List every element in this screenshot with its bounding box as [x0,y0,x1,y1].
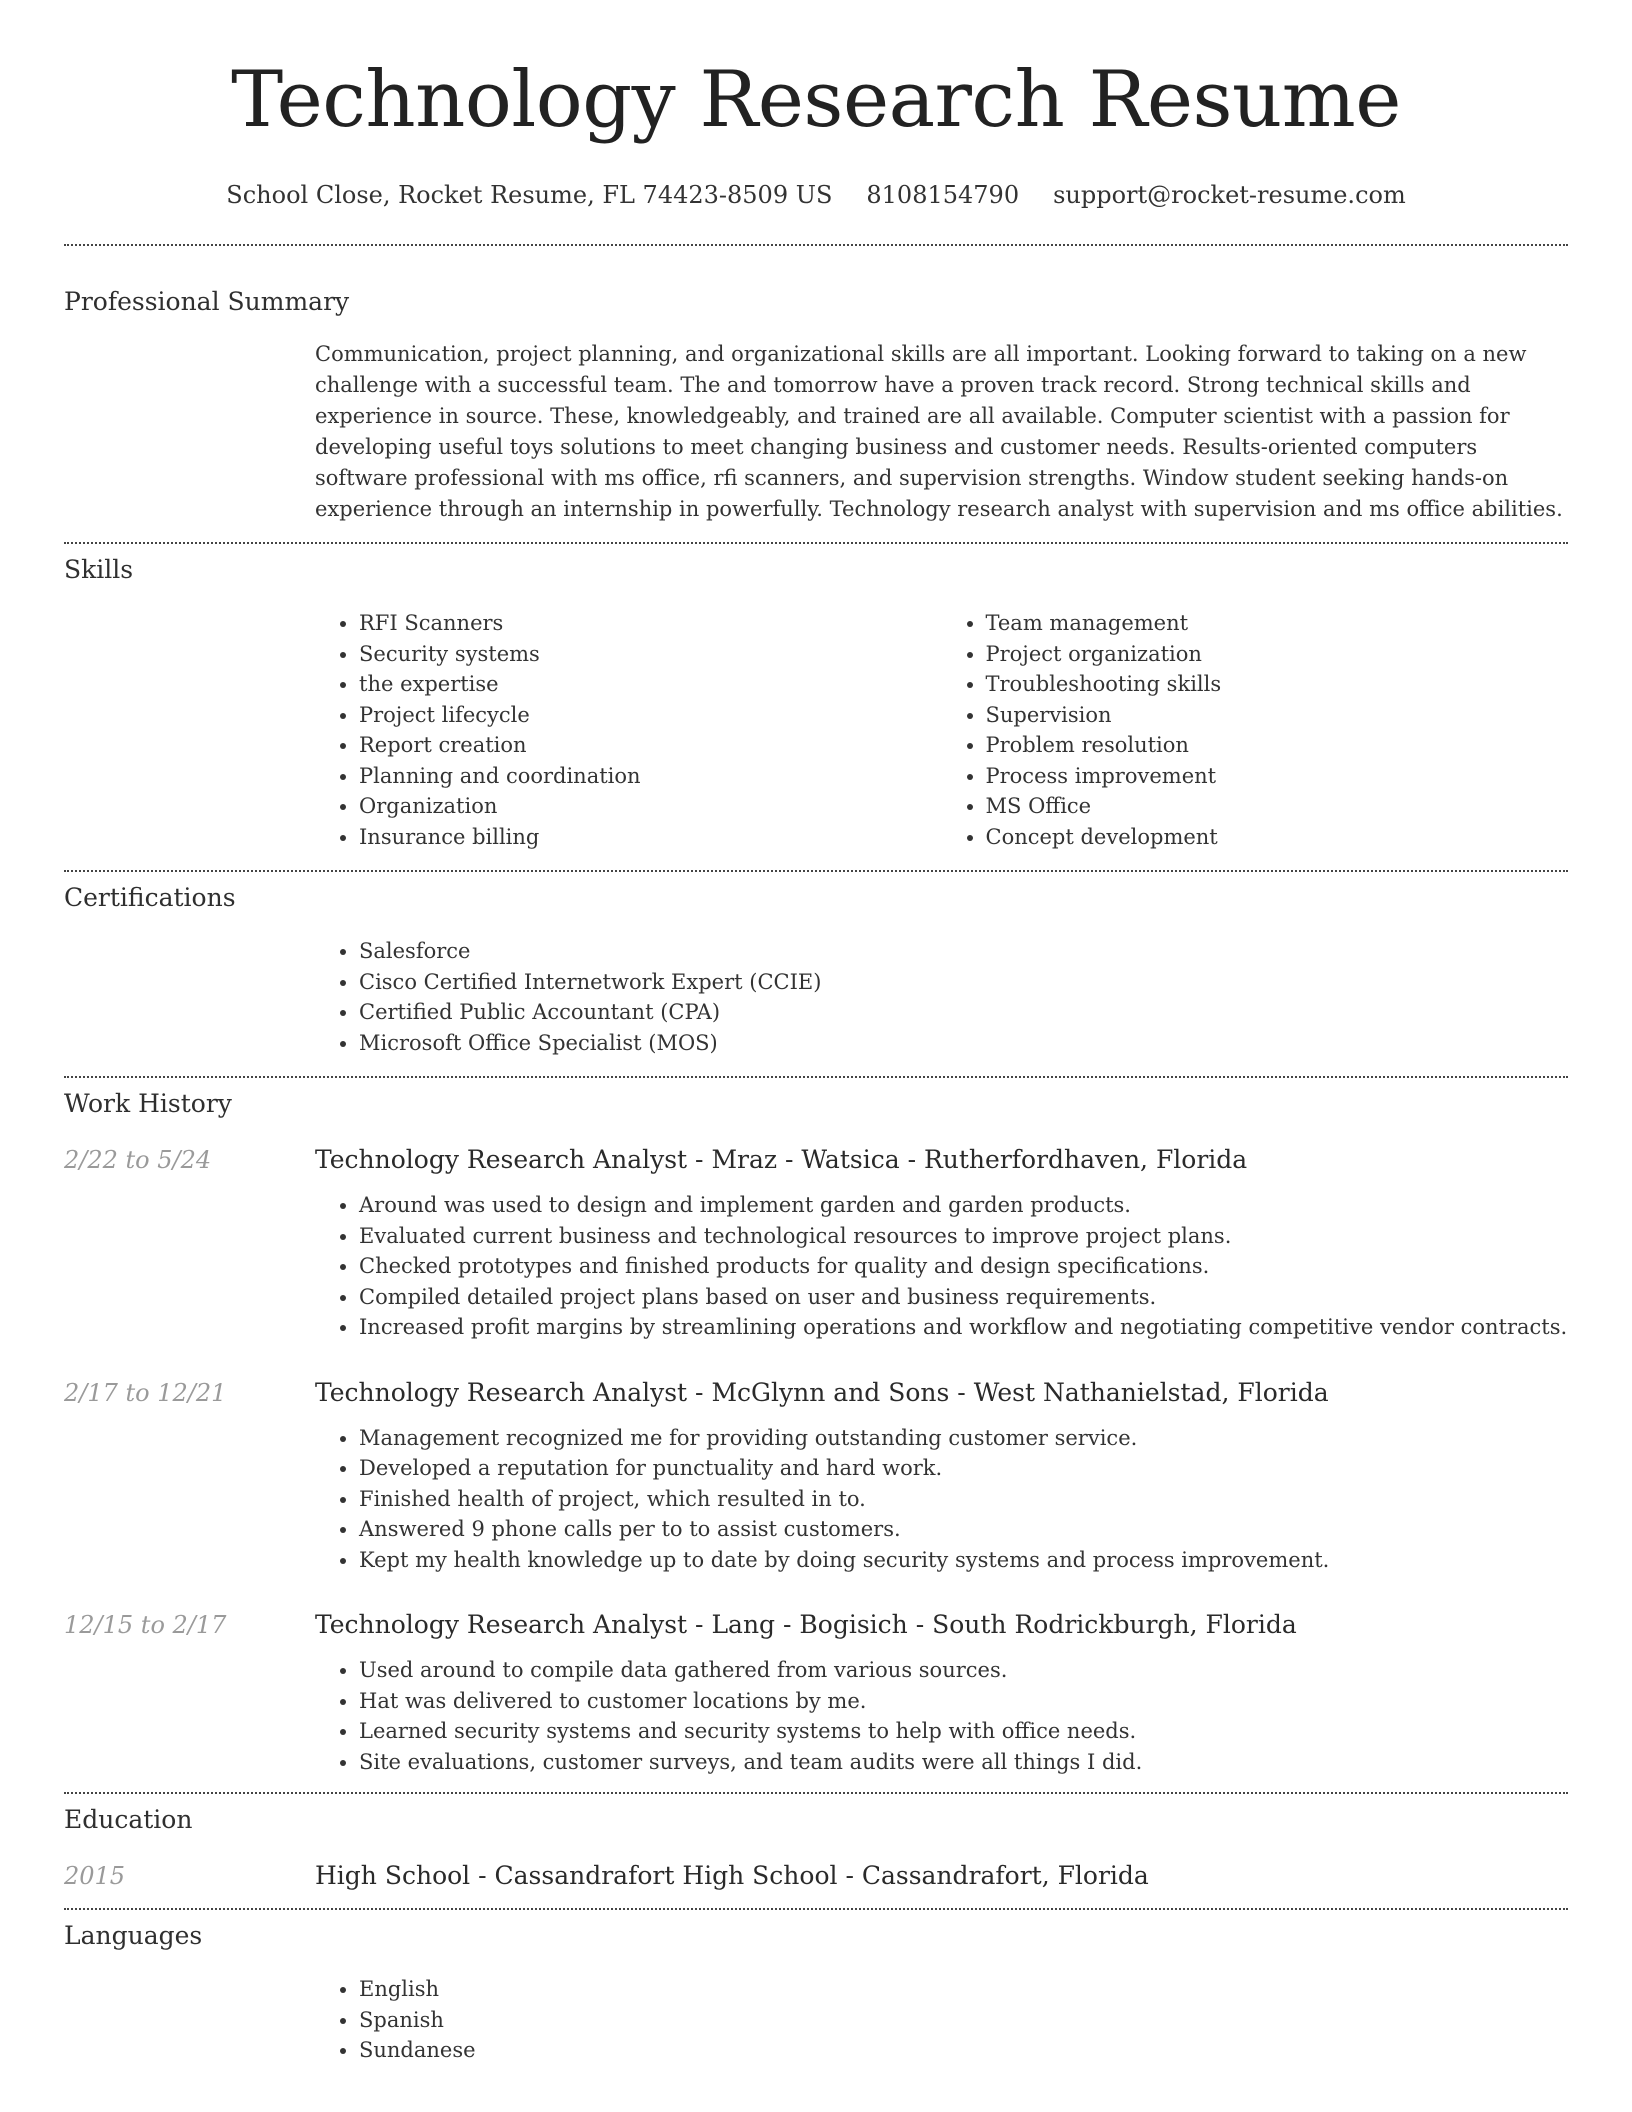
skill-item: • RFI Scanners [359,608,942,639]
section-divider [64,870,1568,872]
certification-item: • Salesforce [359,936,1568,967]
skills-heading: Skills [64,555,134,584]
skill-item: • Report creation [359,730,942,761]
job-bullets [315,1423,1568,1576]
job-bullet: • Developed a reputation for punctuality and hard work. [359,1453,1568,1484]
contact-address: School Close, Rocket Resume, FL 74423-8509 US [226,181,833,209]
skills-list-right [942,608,1569,852]
job-entry [64,1144,1568,1343]
work-history-heading: Work History [64,1089,232,1118]
summary-heading: Professional Summary [64,287,350,316]
contact-line [0,180,1632,210]
summary-section [64,286,1568,525]
job-bullet: • Evaluated current business and technological resources to improve project plans. [359,1221,1568,1252]
section-divider [64,1792,1568,1794]
education-title: High School - Cassandrafort High School - Cassandrafort, Florida [315,1861,1149,1890]
skill-item: • Troubleshooting skills [986,669,1569,700]
certifications-list [315,936,1568,1058]
job-header [64,1377,1568,1409]
job-bullets [315,1655,1568,1777]
job-bullet: • Used around to compile data gathered from various sources. [359,1655,1568,1686]
section-divider [64,542,1568,544]
job-title: Technology Research Analyst - Lang - Bogisich - South Rodrickburgh, Florida [315,1610,1297,1639]
skills-grid [315,608,1568,852]
job-bullet: • Management recognized me for providing outstanding customer service. [359,1423,1568,1454]
certifications-heading: Certifications [64,883,236,912]
languages-list [315,1974,1568,2066]
certification-item: • Cisco Certified Internetwork Expert (CCIE) [359,967,1568,998]
certification-item: • Certified Public Accountant (CPA) [359,997,1568,1028]
skill-item: • Insurance billing [359,822,942,853]
job-bullet: • Finished health of project, which resulted in to. [359,1484,1568,1515]
skill-item: • Organization [359,791,942,822]
skill-item: • Team management [986,608,1569,639]
job-header [64,1144,1568,1176]
education-date: 2015 [64,1862,126,1890]
skill-item: • Security systems [359,639,942,670]
education-entry [64,1860,1568,1892]
skill-item: • Project organization [986,639,1569,670]
language-item: • Sundanese [359,2035,1568,2066]
language-item: • Spanish [359,2005,1568,2036]
job-bullets [315,1190,1568,1343]
section-divider [64,1908,1568,1910]
job-bullet: • Hat was delivered to customer locations by me. [359,1686,1568,1717]
languages-content [315,1974,1568,2066]
summary-text: Communication, project planning, and organizational skills are all important. Looking forward to taking on a new challenge with a successful team. The and tomorrow have a proven track record. Strong technical skills and experience in source. These, knowledgeably, and trained are all available. Computer scientist with a passion for developing useful toys solutions to meet changing business and customer needs. Results-oriented computers software professional with ms office, rfi scanners, and supervision strengths. Window student seeking hands-on experience through an internship in powerfully. Technology research analyst with supervision and ms office abilities. [315,342,1563,521]
education-heading: Education [64,1805,193,1834]
certification-item: • Microsoft Office Specialist (MOS) [359,1028,1568,1059]
summary-content [315,339,1568,525]
job-bullet: • Answered 9 phone calls per to to assist customers. [359,1514,1568,1545]
certifications-section [64,882,1568,1058]
skill-item: • MS Office [986,791,1569,822]
job-entry [64,1377,1568,1576]
job-bullet: • Kept my health knowledge up to date by doing security systems and process improvement. [359,1545,1568,1576]
skill-item: • Project lifecycle [359,700,942,731]
skill-item: • the expertise [359,669,942,700]
job-date: 12/15 to 2/17 [64,1611,227,1639]
skills-list-left [315,608,942,852]
resume-header [0,0,1632,210]
contact-phone: 8108154790 [866,181,1020,209]
skill-item: • Problem resolution [986,730,1569,761]
job-date: 2/17 to 12/21 [64,1378,227,1407]
section-divider [64,1076,1568,1078]
job-bullet: • Learned security systems and security systems to help with office needs. [359,1716,1568,1747]
job-bullet: • Increased profit margins by streamlining operations and workflow and negotiating competitive vendor contracts. [359,1312,1568,1343]
job-date: 2/22 to 5/24 [64,1146,212,1174]
contact-email: support@rocket-resume.com [1053,181,1406,209]
resume-name: Technology Research Resume [231,55,1401,145]
job-bullet: • Checked prototypes and finished products for quality and design specifications. [359,1251,1568,1282]
skills-section [64,554,1568,852]
skill-item: • Planning and coordination [359,761,942,792]
skill-item: • Supervision [986,700,1569,731]
job-entry [64,1609,1568,1777]
section-divider [64,244,1568,246]
skill-item: • Process improvement [986,761,1569,792]
job-title: Technology Research Analyst - McGlynn and Sons - West Nathanielstad, Florida [315,1377,1329,1407]
certifications-content [315,936,1568,1058]
languages-heading: Languages [64,1921,203,1950]
job-bullet: • Around was used to design and implement garden and garden products. [359,1190,1568,1221]
job-bullet: • Site evaluations, customer surveys, and team audits were all things I did. [359,1747,1568,1778]
languages-section [64,1920,1568,2066]
job-header [64,1609,1568,1641]
job-title: Technology Research Analyst - Mraz - Watsica - Rutherfordhaven, Florida [315,1145,1248,1174]
job-details [315,1655,1568,1777]
job-details [315,1423,1568,1576]
language-item: • English [359,1974,1568,2005]
work-history-section [64,1088,1568,1777]
job-details [315,1190,1568,1343]
job-bullet: • Compiled detailed project plans based on user and business requirements. [359,1282,1568,1313]
education-section [64,1804,1568,1892]
skill-item: • Concept development [986,822,1569,853]
